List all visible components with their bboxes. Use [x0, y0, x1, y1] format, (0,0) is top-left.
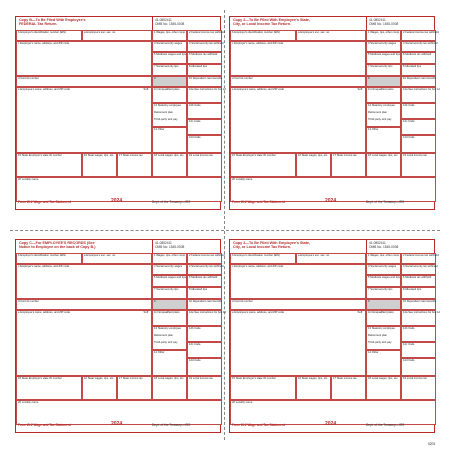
- box-b12d-label: 12d Code: [189, 136, 201, 139]
- box-b5[interactable]: [152, 275, 187, 287]
- box-e-label: e Employee's name, address, and ZIP code: [18, 88, 71, 91]
- box-b12b-label: 12b Code: [403, 104, 415, 107]
- box-b14-label: 14 Other: [368, 128, 379, 131]
- box-b10-label: 10 Dependent care benefits: [403, 77, 437, 80]
- box-b15[interactable]: [230, 153, 296, 177]
- box-b15-label: 15 State Employer's state ID number: [18, 154, 62, 157]
- box-b[interactable]: [16, 30, 82, 41]
- box-b17-label: 17 State income tax: [119, 377, 143, 380]
- box-e-label: e Employee's name, address, and ZIP code: [232, 88, 285, 91]
- box-b3[interactable]: [152, 41, 187, 52]
- box-d-label: d Control number: [232, 77, 253, 80]
- box-b17-label: 17 State income tax: [333, 377, 357, 380]
- box-b7[interactable]: [366, 287, 401, 299]
- box-b6[interactable]: [401, 52, 436, 64]
- copy-designation: [230, 240, 366, 253]
- omb-number: OMB No. 1545-0008: [369, 245, 399, 250]
- omb-block: [152, 240, 220, 253]
- box-b12c-label: 12c Code: [403, 120, 415, 123]
- w2-form-copy-4: [229, 239, 441, 433]
- box-b3-label: 3 Social security wages: [368, 265, 397, 268]
- box-d-label: d Control number: [18, 300, 39, 303]
- box-d[interactable]: [16, 76, 152, 87]
- box-b1-label: 1 Wages, tips, other comp.: [154, 31, 186, 34]
- box-b16[interactable]: [82, 153, 117, 177]
- box-b4-label: 4 Social security tax withheld: [403, 42, 438, 45]
- box-b9[interactable]: [366, 299, 401, 310]
- box-b16[interactable]: [82, 376, 117, 400]
- box-b20-label: 20 Locality name: [18, 178, 39, 181]
- box-b8-label: 8 Allocated tips: [403, 65, 422, 68]
- box-b3-label: 3 Social security wages: [368, 42, 397, 45]
- box-b[interactable]: [230, 30, 296, 41]
- box-b9[interactable]: [152, 299, 187, 310]
- box-b3[interactable]: [366, 41, 401, 52]
- box-b8-label: 8 Allocated tips: [403, 288, 422, 291]
- form-code: 41-0852411: [369, 241, 386, 245]
- box-b4[interactable]: [401, 264, 436, 275]
- box-b9-label: 9: [368, 300, 370, 303]
- box-b16[interactable]: [296, 153, 331, 177]
- copy-designation: [16, 240, 152, 253]
- box-b15-label: 15 State Employer's state ID number: [18, 377, 62, 380]
- box-b18[interactable]: [152, 153, 187, 177]
- box-c-label: c Employer's name, address, and ZIP code: [18, 265, 70, 268]
- box-b18-label: 18 Local wages, tips, etc.: [368, 377, 399, 380]
- box-b7-label: 7 Social security tips: [368, 65, 393, 68]
- box-e[interactable]: [16, 310, 152, 376]
- box-b[interactable]: [230, 253, 296, 264]
- box-b10[interactable]: [187, 76, 222, 87]
- box-b13[interactable]: [366, 103, 401, 127]
- box-b19[interactable]: [401, 153, 436, 177]
- box-b9-label: 9: [154, 300, 156, 303]
- box-b2[interactable]: [187, 253, 225, 264]
- box-b4-label: 4 Social security tax withheld: [189, 42, 224, 45]
- box-b6[interactable]: [187, 52, 222, 64]
- form-footer: [230, 423, 434, 432]
- box-b6-label: 6 Medicare tax withheld: [189, 276, 218, 279]
- w2-form-copy-1: [15, 16, 227, 210]
- box-b12a-label: 12a See instructions for box 12: [189, 88, 227, 91]
- box-b18-label: 18 Local wages, tips, etc.: [154, 154, 185, 157]
- omb-number: OMB No. 1545-0008: [369, 22, 399, 27]
- box-a-label: a Employee's soc. sec. no.: [84, 31, 116, 34]
- box-b1-label: 1 Wages, tips, other comp.: [368, 31, 400, 34]
- box-b4-label: 4 Social security tax withheld: [403, 265, 438, 268]
- agency-name: Dept. of the Treasury—IRS: [366, 200, 405, 204]
- box-b20-label: 20 Locality name: [232, 178, 253, 181]
- form-code: 41-0852411: [155, 241, 172, 245]
- box-b12a[interactable]: [187, 310, 227, 326]
- box-b18[interactable]: [366, 153, 401, 177]
- box-b10-label: 10 Dependent care benefits: [403, 300, 437, 303]
- box-b11[interactable]: [152, 310, 187, 326]
- box-b14[interactable]: [152, 350, 187, 376]
- copy-line-1: Copy 2—To Be Filed With Employee's State,: [233, 18, 310, 22]
- box-b17[interactable]: [117, 153, 152, 177]
- copy-designation: [16, 17, 152, 30]
- box-b12d-label: 12d Code: [403, 136, 415, 139]
- box-a[interactable]: [82, 253, 152, 264]
- form-footer: [230, 200, 434, 209]
- box-b12c[interactable]: [401, 342, 436, 358]
- box-b14[interactable]: [366, 350, 401, 376]
- box-b19-label: 19 Local income tax: [403, 377, 427, 380]
- box-b12d-label: 12d Code: [189, 359, 201, 362]
- box-b9[interactable]: [152, 76, 187, 87]
- box-b2-label: 2 Federal income tax withheld: [403, 31, 439, 34]
- box-b18-label: 18 Local wages, tips, etc.: [154, 377, 185, 380]
- box-c[interactable]: [230, 264, 366, 299]
- copy-line-1: Copy B—To Be Filed With Employee's: [19, 18, 86, 22]
- agency-name: Dept. of the Treasury—IRS: [152, 200, 191, 204]
- box-b1-label: 1 Wages, tips, other comp.: [368, 254, 400, 257]
- box-b13r-label: Retirement plan: [154, 334, 173, 337]
- box-b2-label: 2 Federal income tax withheld: [189, 254, 225, 257]
- box-b13r-label: Retirement plan: [368, 111, 387, 114]
- box-b11-label: 11 Nonqualified plans: [154, 311, 180, 314]
- box-b15-label: 15 State Employer's state ID number: [232, 154, 276, 157]
- box-b13[interactable]: [152, 103, 187, 127]
- box-c[interactable]: [16, 41, 152, 76]
- box-b1[interactable]: [366, 30, 401, 41]
- copy-line-2: City, or Local Income Tax Return.: [233, 22, 292, 27]
- box-b1[interactable]: [152, 30, 187, 41]
- box-b10[interactable]: [187, 299, 222, 310]
- box-b2[interactable]: [187, 30, 225, 41]
- box-d-label: d Control number: [232, 300, 253, 303]
- box-b-label: b Employer's identification number (EIN): [18, 31, 67, 34]
- box-b19[interactable]: [187, 153, 222, 177]
- box-b20-label: 20 Locality name: [18, 401, 39, 404]
- form-header: [230, 240, 434, 253]
- box-b14-label: 14 Other: [368, 351, 379, 354]
- box-b13-label: 13 Statutory employee: [154, 327, 181, 330]
- box-b11[interactable]: [366, 310, 401, 326]
- box-b3-label: 3 Social security wages: [154, 265, 183, 268]
- box-b13r-label: Retirement plan: [154, 111, 173, 114]
- box-b8-label: 8 Allocated tips: [189, 288, 208, 291]
- form-header: [16, 240, 220, 253]
- box-b17-label: 17 State income tax: [119, 154, 143, 157]
- box-b12b[interactable]: [401, 103, 436, 119]
- box-b5[interactable]: [366, 275, 401, 287]
- tax-year: 2024: [111, 198, 123, 204]
- box-a[interactable]: [82, 30, 152, 41]
- form-header: [230, 17, 434, 30]
- box-b8[interactable]: [401, 287, 436, 299]
- agency-name: Dept. of the Treasury—IRS: [152, 423, 191, 427]
- box-b12a[interactable]: [401, 310, 441, 326]
- box-b8-label: 8 Allocated tips: [189, 65, 208, 68]
- box-b12a[interactable]: [187, 87, 227, 103]
- copy-line-2: City, or Local Income Tax Return.: [233, 245, 292, 250]
- box-b12c-label: 12c Code: [189, 343, 201, 346]
- w2-form-copy-3: [15, 239, 227, 433]
- box-b2[interactable]: [401, 253, 439, 264]
- omb-number: OMB No. 1545-0008: [155, 22, 185, 27]
- box-b10-label: 10 Dependent care benefits: [189, 77, 223, 80]
- box-b12a-label: 12a See instructions for box 12: [403, 88, 441, 91]
- form-code: 41-0852411: [369, 18, 386, 22]
- box-b13r-label: Retirement plan: [368, 334, 387, 337]
- box-b5-label: 5 Medicare wages and tips: [154, 276, 186, 279]
- box-b18[interactable]: [152, 376, 187, 400]
- box-b12a-label: 12a See instructions for box 12: [189, 311, 227, 314]
- box-e-label: e Employee's name, address, and ZIP code: [232, 311, 285, 314]
- box-b2[interactable]: [401, 30, 439, 41]
- box-b9[interactable]: [366, 76, 401, 87]
- box-b13-label: 13 Statutory employee: [368, 327, 395, 330]
- form-footer: [16, 423, 220, 432]
- box-b-label: b Employer's identification number (EIN): [232, 254, 281, 257]
- box-b10[interactable]: [401, 76, 436, 87]
- box-b4-label: 4 Social security tax withheld: [189, 265, 224, 268]
- box-b1-label: 1 Wages, tips, other comp.: [154, 254, 186, 257]
- box-b3[interactable]: [366, 264, 401, 275]
- w2-form-copy-2: [229, 16, 441, 210]
- box-b8[interactable]: [187, 287, 222, 299]
- tax-year: 2024: [111, 421, 123, 427]
- box-b13t-label: Third-party sick pay: [154, 118, 178, 121]
- box-b14[interactable]: [152, 127, 187, 153]
- suffix-label: Suff.: [357, 311, 363, 314]
- form-title: Form W-2 Wage and Tax Statement: [232, 200, 285, 204]
- box-b3-label: 3 Social security wages: [154, 42, 183, 45]
- agency-name: Dept. of the Treasury—IRS: [366, 423, 405, 427]
- box-b12c-label: 12c Code: [189, 120, 201, 123]
- box-b18-label: 18 Local wages, tips, etc.: [368, 154, 399, 157]
- box-b15-label: 15 State Employer's state ID number: [232, 377, 276, 380]
- box-b12b-label: 12b Code: [403, 327, 415, 330]
- form-title: Form W-2 Wage and Tax Statement: [232, 423, 285, 427]
- box-b11-label: 11 Nonqualified plans: [368, 311, 394, 314]
- form-id-mark: 5205: [428, 442, 436, 446]
- omb-number: OMB No. 1545-0008: [155, 245, 185, 250]
- box-b13-label: 13 Statutory employee: [154, 104, 181, 107]
- box-b13t-label: Third-party sick pay: [368, 341, 392, 344]
- copy-line-2: Notice to Employee on the back of Copy B.): [19, 245, 96, 250]
- box-b1[interactable]: [366, 253, 401, 264]
- box-c[interactable]: [230, 41, 366, 76]
- box-b11[interactable]: [366, 87, 401, 103]
- box-b12b[interactable]: [187, 326, 222, 342]
- box-b6-label: 6 Medicare tax withheld: [403, 276, 432, 279]
- box-b14[interactable]: [366, 127, 401, 153]
- box-b13[interactable]: [152, 326, 187, 350]
- box-b15[interactable]: [16, 376, 82, 400]
- box-b16-label: 16 State wages, tips, etc.: [298, 377, 329, 380]
- form-footer: [16, 200, 220, 209]
- tax-year: 2024: [325, 421, 337, 427]
- form-header: [16, 17, 220, 30]
- box-b13-label: 13 Statutory employee: [368, 104, 395, 107]
- box-b7-label: 7 Social security tips: [154, 288, 179, 291]
- box-b10-label: 10 Dependent care benefits: [189, 300, 223, 303]
- suffix-label: Suff.: [143, 88, 149, 91]
- box-b12b[interactable]: [187, 103, 222, 119]
- copy-line-1: Copy 2—To Be Filed With Employee's State,: [233, 241, 310, 245]
- box-b12b-label: 12b Code: [189, 327, 201, 330]
- box-b16[interactable]: [296, 376, 331, 400]
- box-b19[interactable]: [401, 376, 436, 400]
- box-b6[interactable]: [187, 275, 222, 287]
- box-b1[interactable]: [152, 253, 187, 264]
- box-c[interactable]: [16, 264, 152, 299]
- box-b-label: b Employer's identification number (EIN): [232, 31, 281, 34]
- box-b12c[interactable]: [187, 342, 222, 358]
- box-b9-label: 9: [368, 77, 370, 80]
- box-b7[interactable]: [152, 64, 187, 76]
- box-b19-label: 19 Local income tax: [189, 377, 213, 380]
- box-b13t-label: Third-party sick pay: [368, 118, 392, 121]
- box-b7-label: 7 Social security tips: [368, 288, 393, 291]
- box-b11-label: 11 Nonqualified plans: [368, 88, 394, 91]
- box-b19-label: 19 Local income tax: [189, 154, 213, 157]
- box-d[interactable]: [16, 299, 152, 310]
- box-b11-label: 11 Nonqualified plans: [154, 88, 180, 91]
- box-b19-label: 19 Local income tax: [403, 154, 427, 157]
- box-b19[interactable]: [187, 376, 222, 400]
- box-b12d[interactable]: [401, 135, 436, 153]
- box-b7[interactable]: [152, 287, 187, 299]
- box-c-label: c Employer's name, address, and ZIP code: [18, 42, 70, 45]
- box-b17-label: 17 State income tax: [333, 154, 357, 157]
- box-b12b[interactable]: [401, 326, 436, 342]
- box-b6-label: 6 Medicare tax withheld: [189, 53, 218, 56]
- form-code: 41-0852411: [155, 18, 172, 22]
- copy-line-1: Copy C—For EMPLOYEE'S RECORDS (See: [19, 241, 95, 245]
- box-b12c-label: 12c Code: [403, 343, 415, 346]
- form-title: Form W-2 Wage and Tax Statement: [18, 200, 71, 204]
- box-b4[interactable]: [187, 41, 222, 52]
- box-b17[interactable]: [331, 376, 366, 400]
- box-b2-label: 2 Federal income tax withheld: [403, 254, 439, 257]
- box-a-label: a Employee's soc. sec. no.: [84, 254, 116, 257]
- box-b17[interactable]: [117, 376, 152, 400]
- box-e[interactable]: [230, 87, 366, 153]
- box-a[interactable]: [296, 30, 366, 41]
- box-b12d[interactable]: [401, 358, 436, 376]
- box-b12d[interactable]: [187, 358, 222, 376]
- box-b6[interactable]: [401, 275, 436, 287]
- box-e[interactable]: [16, 87, 152, 153]
- box-b11[interactable]: [152, 87, 187, 103]
- box-b17[interactable]: [331, 153, 366, 177]
- box-b7-label: 7 Social security tips: [154, 65, 179, 68]
- omb-block: [152, 17, 220, 30]
- box-b5[interactable]: [366, 52, 401, 64]
- box-b2-label: 2 Federal income tax withheld: [189, 31, 225, 34]
- box-b13t-label: Third-party sick pay: [154, 341, 178, 344]
- box-b5-label: 5 Medicare wages and tips: [368, 53, 400, 56]
- box-b9-label: 9: [154, 77, 156, 80]
- tax-year: 2024: [325, 198, 337, 204]
- box-b18[interactable]: [366, 376, 401, 400]
- box-b12a-label: 12a See instructions for box 12: [403, 311, 441, 314]
- omb-block: [366, 17, 434, 30]
- form-title: Form W-2 Wage and Tax Statement: [18, 423, 71, 427]
- box-b3[interactable]: [152, 264, 187, 275]
- horizontal-perforation: [10, 230, 440, 231]
- box-b16-label: 16 State wages, tips, etc.: [298, 154, 329, 157]
- box-b16-label: 16 State wages, tips, etc.: [84, 377, 115, 380]
- box-b-label: b Employer's identification number (EIN): [18, 254, 67, 257]
- box-d-label: d Control number: [18, 77, 39, 80]
- box-b8[interactable]: [401, 64, 436, 76]
- box-b20-label: 20 Locality name: [232, 401, 253, 404]
- box-b15[interactable]: [16, 153, 82, 177]
- box-b12a[interactable]: [401, 87, 441, 103]
- box-b4[interactable]: [187, 264, 222, 275]
- box-b6-label: 6 Medicare tax withheld: [403, 53, 432, 56]
- copy-line-2: FEDERAL Tax Return.: [19, 22, 58, 27]
- box-b7[interactable]: [366, 64, 401, 76]
- box-a-label: a Employee's soc. sec. no.: [298, 254, 330, 257]
- box-b12c[interactable]: [401, 119, 436, 135]
- box-b10[interactable]: [401, 299, 436, 310]
- suffix-label: Suff.: [357, 88, 363, 91]
- box-b[interactable]: [16, 253, 82, 264]
- box-d[interactable]: [230, 299, 366, 310]
- vertical-perforation: [224, 10, 225, 440]
- box-e[interactable]: [230, 310, 366, 376]
- omb-block: [366, 240, 434, 253]
- box-b5-label: 5 Medicare wages and tips: [368, 276, 400, 279]
- box-e-label: e Employee's name, address, and ZIP code: [18, 311, 71, 314]
- box-b12d-label: 12d Code: [403, 359, 415, 362]
- box-b12d[interactable]: [187, 135, 222, 153]
- box-b12b-label: 12b Code: [189, 104, 201, 107]
- box-b4[interactable]: [401, 41, 436, 52]
- box-b8[interactable]: [187, 64, 222, 76]
- box-b5[interactable]: [152, 52, 187, 64]
- box-c-label: c Employer's name, address, and ZIP code: [232, 265, 284, 268]
- box-b16-label: 16 State wages, tips, etc.: [84, 154, 115, 157]
- box-b14-label: 14 Other: [154, 128, 165, 131]
- box-b14-label: 14 Other: [154, 351, 165, 354]
- box-b12c[interactable]: [187, 119, 222, 135]
- box-c-label: c Employer's name, address, and ZIP code: [232, 42, 284, 45]
- box-a-label: a Employee's soc. sec. no.: [298, 31, 330, 34]
- copy-designation: [230, 17, 366, 30]
- suffix-label: Suff.: [143, 311, 149, 314]
- box-b15[interactable]: [230, 376, 296, 400]
- box-b5-label: 5 Medicare wages and tips: [154, 53, 186, 56]
- box-d[interactable]: [230, 76, 366, 87]
- box-a[interactable]: [296, 253, 366, 264]
- box-b13[interactable]: [366, 326, 401, 350]
